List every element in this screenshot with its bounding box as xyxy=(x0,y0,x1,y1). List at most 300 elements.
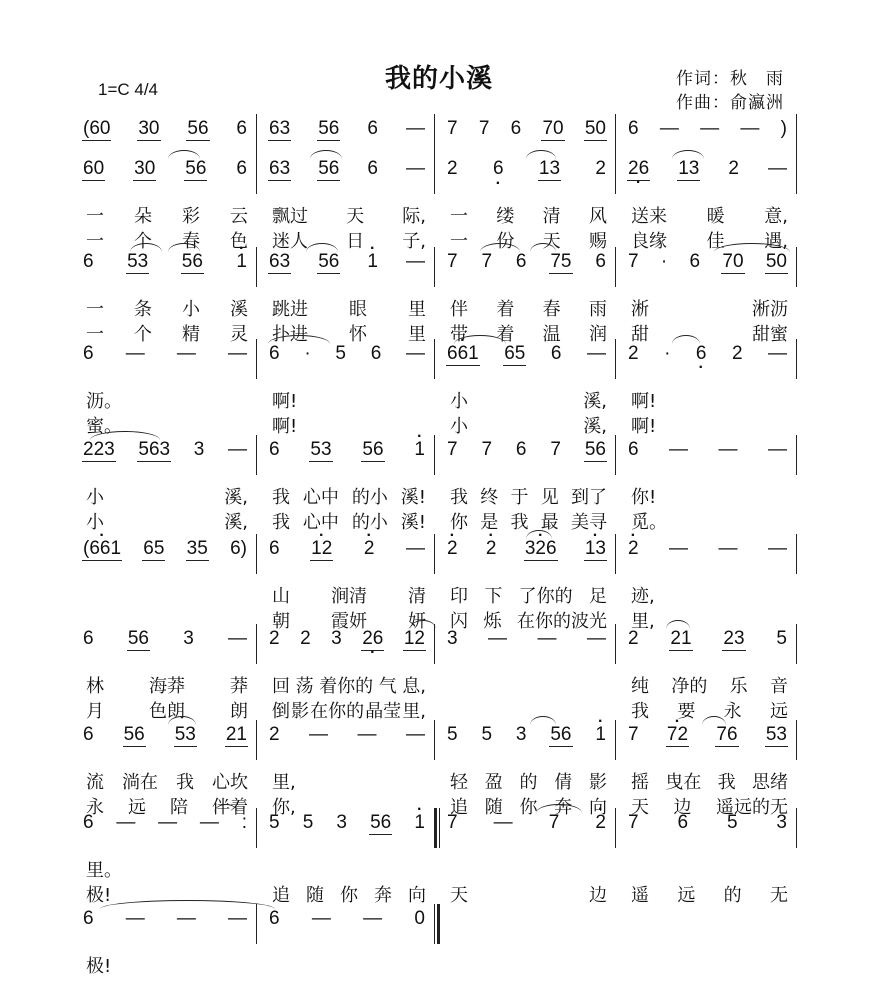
lyric-syllable: 缕 xyxy=(496,206,515,227)
note-group: 2 xyxy=(628,628,639,649)
measure xyxy=(268,158,426,181)
lyric-syllable: 闪 xyxy=(450,611,468,632)
lyric-syllable: 向 xyxy=(589,797,607,818)
note-group: 56 xyxy=(181,251,203,272)
lyric-syllable: 带 xyxy=(450,324,468,345)
lyric-syllable: 溪! xyxy=(400,512,426,533)
lyric-syllable: 精 xyxy=(182,324,200,345)
lyric-verse-1 xyxy=(272,202,426,228)
note-group: — xyxy=(767,538,787,559)
measure xyxy=(268,439,426,462)
bar-line xyxy=(434,114,435,154)
lyric-syllable: 怀 xyxy=(349,324,367,345)
bar-line xyxy=(796,339,797,379)
note-group: — xyxy=(669,538,689,559)
note-group: 2 xyxy=(595,158,606,179)
lyric-verse-1 xyxy=(450,202,607,228)
lyric-syllable: 个 xyxy=(134,324,152,345)
lyric-verse-2 xyxy=(86,697,248,723)
measure xyxy=(446,439,607,462)
lyric-syllable: 随 xyxy=(306,885,324,906)
lyric-syllable: 到了 xyxy=(571,487,607,508)
note-group: 56 xyxy=(362,439,384,460)
note-group: 6 xyxy=(83,343,94,364)
lyric-syllable: 小 xyxy=(182,299,200,320)
note-group: · xyxy=(304,343,311,364)
note-group: 30 xyxy=(134,158,156,179)
note-group: · 1 xyxy=(594,724,607,747)
lyric-syllable: 天 xyxy=(631,797,649,818)
note-group: — xyxy=(488,628,508,649)
lyric-syllable: 霞妍 xyxy=(331,611,367,632)
lyric-syllable: 天 xyxy=(542,231,561,252)
measure xyxy=(627,158,788,181)
note-group: 6 xyxy=(83,812,94,833)
lyric-syllable: 天 xyxy=(450,885,468,906)
note-group: — xyxy=(125,343,145,364)
song-title: 我的小溪 xyxy=(384,64,493,94)
bar-line xyxy=(434,154,435,194)
note-group: 56 xyxy=(318,158,340,179)
note-group: (60 xyxy=(83,118,111,139)
lyric-syllable: 随 xyxy=(484,797,503,818)
bar-line xyxy=(256,247,257,287)
lyric-syllable: 烁 xyxy=(483,611,502,632)
lyric-syllable: 的 xyxy=(519,772,538,793)
lyric-syllable: 晶莹 xyxy=(365,701,402,722)
note-group: 50 xyxy=(584,118,606,139)
note-group: 6 · xyxy=(695,343,708,365)
measure xyxy=(446,628,607,650)
bar-line xyxy=(256,720,257,760)
bar-line xyxy=(615,247,616,287)
lyric-syllable: 溪, xyxy=(583,391,607,412)
lyric-syllable: 妍 xyxy=(408,611,426,632)
measure xyxy=(268,812,426,835)
note-group: · xyxy=(660,251,668,272)
lyric-verse-1 xyxy=(631,768,788,794)
lyric-syllable: 我 xyxy=(272,487,290,508)
bar-line xyxy=(434,534,435,574)
lyric-syllable: 遇, xyxy=(764,231,788,252)
lyric-verse-2 xyxy=(272,227,426,253)
lyric-verse-1: 你! xyxy=(631,487,657,508)
note-group: 5 xyxy=(776,628,787,649)
note-group: 7 xyxy=(550,439,561,460)
note-group: 6 xyxy=(83,251,94,272)
lyric-verse-1: 啊! xyxy=(631,391,657,412)
note-group: 23 xyxy=(723,628,745,649)
note-group: 6 xyxy=(689,251,701,272)
note-group: 6 xyxy=(628,118,639,139)
lyric-verse-1 xyxy=(450,387,607,413)
bar-line xyxy=(256,624,257,664)
note-group: 3 xyxy=(447,628,458,649)
lyric-verse-2 xyxy=(450,881,607,907)
measure xyxy=(268,628,426,651)
lyric-verse-2 xyxy=(272,881,426,907)
lyric-verse-1 xyxy=(86,672,248,698)
lyric-syllable: 小 xyxy=(450,391,468,412)
measure xyxy=(268,538,426,561)
note-group: 12 xyxy=(403,628,425,649)
note-group: 70 xyxy=(722,251,744,272)
bar-line xyxy=(615,720,616,760)
note-group: · 1 xyxy=(413,812,426,835)
bar-line xyxy=(615,435,616,475)
note-group: 53 xyxy=(310,439,332,460)
note-group: 21 xyxy=(670,628,692,649)
lyric-verse-1 xyxy=(272,672,426,698)
lyric-syllable: 我 xyxy=(631,701,649,722)
lyric-syllable: 着你的 xyxy=(319,676,374,697)
key-signature: 1=C 4/4 xyxy=(98,80,159,99)
lyric-syllable: 了你的 xyxy=(518,586,573,607)
lyric-syllable: 最 xyxy=(540,512,559,533)
lyric-syllable: 涧清 xyxy=(331,586,367,607)
lyric-syllable: 印 xyxy=(450,586,468,607)
note-group: 3 xyxy=(776,812,787,833)
note-group: 6 xyxy=(595,251,606,272)
lyric-syllable: 我 xyxy=(510,512,529,533)
measure xyxy=(446,343,607,366)
note-group: 2 xyxy=(447,158,458,179)
lyric-verse-1 xyxy=(450,768,607,794)
measure xyxy=(82,251,248,274)
slur-arc xyxy=(410,620,436,629)
note-group: 53 xyxy=(174,724,196,745)
lyric-syllable: 下 xyxy=(484,586,503,607)
bar-line xyxy=(796,154,797,194)
lyric-syllable: 净的 xyxy=(671,676,708,697)
lyric-syllable: 淅沥 xyxy=(752,299,788,320)
note-group: 6 xyxy=(510,118,522,139)
lyric-syllable: 无 xyxy=(769,885,788,906)
lyric-verse-1 xyxy=(631,672,788,698)
lyric-verse-2 xyxy=(450,227,607,253)
lyric-syllable: 回 xyxy=(272,676,290,697)
note-group: 7 xyxy=(447,812,458,833)
lyric-verse-1 xyxy=(272,582,426,608)
lyric-syllable: 灵 xyxy=(230,324,248,345)
lyric-syllable: 心坎 xyxy=(212,772,248,793)
lyric-syllable: 追 xyxy=(450,797,468,818)
note-group: 6 xyxy=(83,628,94,649)
bar-line xyxy=(256,114,257,154)
lyric-verse-2: 你, xyxy=(272,797,296,818)
lyric-syllable: 清 xyxy=(542,206,561,227)
note-group: 56 xyxy=(123,724,145,745)
note-group: — xyxy=(767,439,787,460)
lyric-verse-1 xyxy=(272,295,426,321)
note-group: 76 xyxy=(716,724,738,745)
note-group: 13 xyxy=(538,158,561,179)
lyric-syllable: 轻 xyxy=(450,772,468,793)
lyric-syllable: 奔 xyxy=(554,797,573,818)
note-group: 563 xyxy=(138,439,171,460)
lyric-syllable: 淌在 xyxy=(122,772,158,793)
lyric-verse-2: 啊! xyxy=(631,416,657,437)
lyric-syllable: 良缘 xyxy=(631,231,667,252)
bar-line xyxy=(615,114,616,154)
note-group: 2 xyxy=(269,628,280,649)
note-group: 5 xyxy=(302,812,314,833)
note-group: — xyxy=(363,908,383,929)
lyric-syllable: 边 xyxy=(589,885,607,906)
note-group: — xyxy=(228,343,247,364)
note-group: — xyxy=(228,628,247,649)
measure xyxy=(268,908,426,930)
lyric-syllable: 我 xyxy=(272,512,290,533)
lyric-syllable: 在你的波光 xyxy=(517,611,607,632)
lyric-syllable: 倒 xyxy=(272,701,290,722)
lyric-verse-1 xyxy=(631,295,788,321)
note-group: 5 xyxy=(481,724,493,745)
note-group: 63 xyxy=(269,158,291,179)
measure xyxy=(268,724,426,746)
note-group: — xyxy=(406,118,425,139)
note-group: · 326 xyxy=(524,538,558,561)
note-group: 56 xyxy=(584,439,606,460)
note-group: 6 xyxy=(236,158,247,179)
measure xyxy=(82,118,248,141)
note-group: 56 xyxy=(185,158,207,179)
lyric-syllable: 着 xyxy=(496,299,515,320)
note-group: 6 xyxy=(269,439,280,460)
lyric-syllable: 风 xyxy=(588,206,607,227)
measure xyxy=(627,538,788,560)
lyric-syllable: 温 xyxy=(542,324,561,345)
lyric-syllable: 一 xyxy=(450,231,468,252)
lyric-syllable: 是 xyxy=(480,512,499,533)
measure xyxy=(82,538,248,561)
lyricist-credit: 作词：秋 雨 xyxy=(676,69,784,89)
note-group: 35 xyxy=(186,538,208,559)
lyric-syllable: 息, xyxy=(402,676,426,697)
lyric-syllable: 思绪 xyxy=(751,772,788,793)
lyric-syllable: 的小 xyxy=(351,487,388,508)
measure xyxy=(627,439,788,461)
measure xyxy=(446,724,607,747)
lyric-verse-2: 里, xyxy=(631,611,655,632)
note-group: 3 xyxy=(336,812,347,833)
slur-arc xyxy=(310,150,342,159)
lyric-syllable: 甜蜜 xyxy=(752,324,788,345)
note-group: 5 xyxy=(447,724,458,745)
note-group: · 2 xyxy=(446,538,459,561)
lyric-syllable: 你 xyxy=(340,885,358,906)
lyric-syllable: 见 xyxy=(540,487,559,508)
final-bar-line xyxy=(434,904,440,944)
lyric-syllable: 里 xyxy=(408,324,426,345)
lyric-syllable: 的 xyxy=(723,885,742,906)
lyric-syllable: 份 xyxy=(496,231,515,252)
note-group: 3 xyxy=(183,628,194,649)
lyric-syllable: 赐 xyxy=(588,231,607,252)
lyric-syllable: 润 xyxy=(588,324,607,345)
note-group: 53 xyxy=(127,251,149,272)
note-group: 6 xyxy=(269,538,280,559)
note-group: — xyxy=(406,158,425,179)
note-group: 6) xyxy=(230,538,247,559)
lyric-syllable: 着 xyxy=(496,324,515,345)
note-group: — xyxy=(176,343,196,364)
lyric-syllable: 暖 xyxy=(706,206,725,227)
lyric-syllable: 色 xyxy=(230,231,248,252)
lyric-syllable: 山 xyxy=(272,586,290,607)
note-group: · 2 xyxy=(594,812,607,834)
lyric-verse-2 xyxy=(86,508,248,534)
note-group: 6 xyxy=(515,251,527,272)
note-group: 26 · xyxy=(361,628,384,651)
lyric-verse-1 xyxy=(272,483,426,509)
lyric-syllable: 飘过 xyxy=(272,206,308,227)
note-group: 13 xyxy=(678,158,700,179)
note-group: : xyxy=(241,812,247,833)
note-group: 26 · xyxy=(627,158,650,181)
lyric-syllable: 溪! xyxy=(400,487,426,508)
note-group: · 1 xyxy=(235,251,248,274)
lyric-syllable: 子, xyxy=(402,231,426,252)
lyric-syllable: 一 xyxy=(86,206,104,227)
note-group: 6 xyxy=(83,908,94,929)
note-group: · (661 xyxy=(82,538,122,561)
lyric-syllable: 一 xyxy=(450,206,468,227)
note-group: — xyxy=(537,628,557,649)
lyric-syllable: 追 xyxy=(272,885,290,906)
lyric-verse-2: 觅。 xyxy=(631,512,667,533)
note-group: — xyxy=(406,251,425,272)
note-group: — xyxy=(309,724,329,745)
lyric-syllable: 小 xyxy=(450,416,468,437)
lyric-syllable: 向 xyxy=(408,885,426,906)
note-group: 2 xyxy=(269,724,280,745)
lyric-verse-2 xyxy=(272,697,426,723)
lyric-verse-1: 迹, xyxy=(631,586,655,607)
measure xyxy=(82,158,248,181)
lyric-syllable: 甜 xyxy=(631,324,649,345)
note-group: 0 xyxy=(414,908,425,929)
bar-line xyxy=(615,808,616,848)
note-group: · 13 xyxy=(584,538,607,561)
note-group: 7 xyxy=(548,812,560,833)
note-group: 56 xyxy=(318,251,340,272)
lyric-syllable: 的小 xyxy=(351,512,388,533)
lyric-syllable: 朵 xyxy=(134,206,152,227)
bar-line xyxy=(796,435,797,475)
measure xyxy=(268,251,426,274)
lyric-syllable: 溪, xyxy=(224,487,248,508)
lyric-syllable: 气 xyxy=(378,676,397,697)
note-group: 56 xyxy=(370,812,392,833)
note-group: — xyxy=(586,628,606,649)
bar-line xyxy=(434,624,435,664)
note-group: — xyxy=(768,158,787,179)
note-group: — xyxy=(586,343,606,364)
bar-line xyxy=(256,339,257,379)
note-group: 70 xyxy=(542,118,564,139)
measure xyxy=(627,724,788,747)
lyric-syllable: 影 xyxy=(291,701,310,722)
lyric-syllable: 个 xyxy=(134,231,152,252)
lyric-verse-1 xyxy=(86,483,248,509)
measure xyxy=(268,118,426,141)
note-group: 7 xyxy=(628,812,639,833)
note-group: · 72 xyxy=(666,724,689,747)
lyric-verse-1 xyxy=(86,295,248,321)
note-group: 63 xyxy=(269,251,291,272)
lyric-verse-2: 蜜。 xyxy=(86,416,122,437)
lyric-syllable: 奔 xyxy=(374,885,392,906)
lyric-syllable: 清 xyxy=(408,586,426,607)
lyric-syllable: 倩 xyxy=(554,772,573,793)
note-group: 7 xyxy=(447,118,458,139)
lyric-syllable: 际, xyxy=(402,206,426,227)
lyric-verse-1 xyxy=(631,202,788,228)
bar-line xyxy=(615,154,616,194)
lyric-syllable: 永 xyxy=(723,701,742,722)
lyric-syllable: 伴着 xyxy=(212,797,248,818)
lyric-syllable: 雨 xyxy=(588,299,607,320)
note-group: 5 xyxy=(726,812,738,833)
measure xyxy=(82,343,248,365)
lyric-syllable: 莽 xyxy=(230,676,248,697)
lyric-syllable: 里 xyxy=(408,299,426,320)
lyric-syllable: 佳 xyxy=(706,231,725,252)
bar-line xyxy=(434,808,440,848)
lyric-syllable: 遥 xyxy=(631,885,649,906)
lyric-syllable: 小 xyxy=(86,487,104,508)
lyric-syllable: 要 xyxy=(677,701,696,722)
bar-line xyxy=(434,247,435,287)
lyric-syllable: 陪 xyxy=(170,797,188,818)
lyric-verse-1: 里。 xyxy=(86,860,122,881)
note-group: — xyxy=(405,724,425,745)
lyric-syllable: 纯 xyxy=(631,676,649,697)
lyric-syllable: 林 xyxy=(86,676,104,697)
note-group: 223 xyxy=(83,439,115,460)
lyric-syllable: 溪 xyxy=(230,299,248,320)
note-group: — xyxy=(228,439,247,460)
bar-line xyxy=(796,808,797,848)
bar-line xyxy=(796,114,797,154)
note-group: 7 xyxy=(628,251,639,272)
lyric-verse-1: 啊! xyxy=(272,391,298,412)
lyric-syllable: 彩 xyxy=(182,206,200,227)
lyric-verse-1 xyxy=(450,295,607,321)
measure xyxy=(268,343,426,365)
note-group: 2 xyxy=(300,628,311,649)
lyric-syllable: 跳进 xyxy=(272,299,308,320)
bar-line xyxy=(796,624,797,664)
note-group: · 661 xyxy=(446,343,480,366)
lyric-verse-2 xyxy=(450,412,607,438)
slur-arc xyxy=(168,150,200,159)
note-group: — xyxy=(740,118,760,139)
note-group: 6 xyxy=(550,343,562,364)
measure xyxy=(446,251,607,274)
bar-line xyxy=(615,624,616,664)
lyric-syllable: 永 xyxy=(86,797,104,818)
note-group: — xyxy=(116,812,136,833)
measure xyxy=(446,812,607,834)
lyric-syllable: 朗 xyxy=(230,701,248,722)
lyric-verse-2: 啊! xyxy=(272,416,298,437)
note-group: 56 xyxy=(187,118,209,139)
lyric-syllable: 里, xyxy=(402,701,426,722)
measure xyxy=(627,812,788,834)
lyric-syllable: 乐 xyxy=(729,676,748,697)
